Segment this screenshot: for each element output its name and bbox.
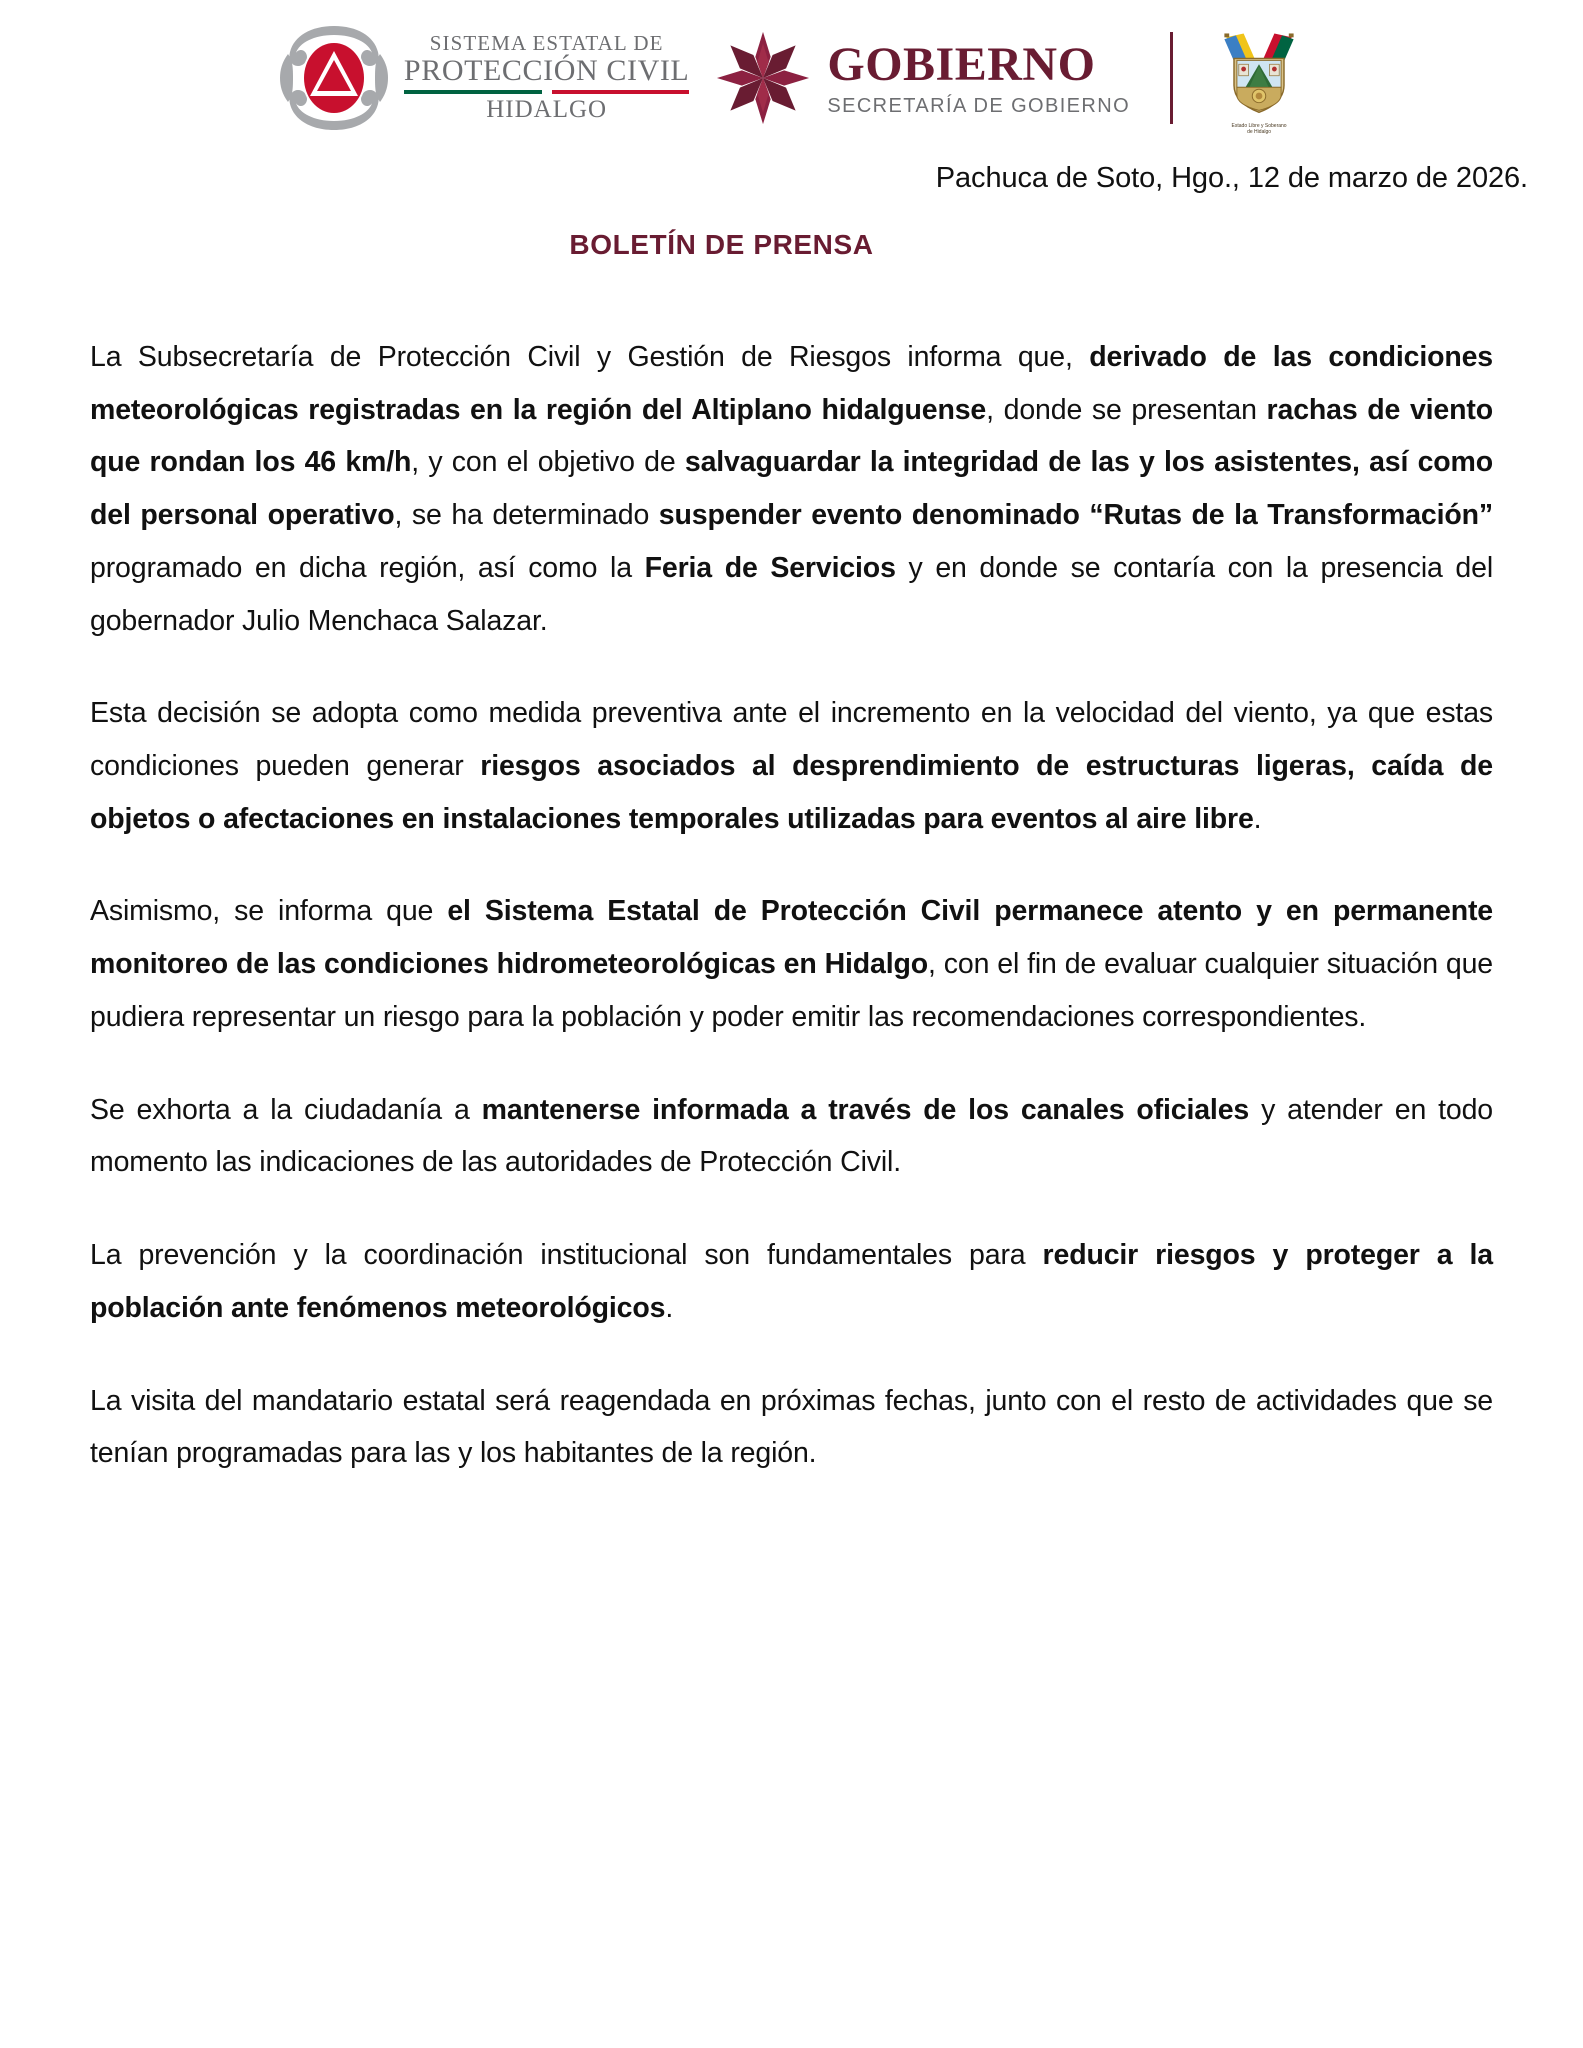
body-text: y en donde se contaría con la presencia del gobernador Julio Menchaca Salazar. bbox=[90, 551, 1493, 637]
emphasis-text: riesgos asociados al desprendimiento de estructuras ligeras, caída de objetos o afectaciones en instalaciones temporales utilizadas para eventos al aire libre bbox=[90, 750, 1493, 835]
body-text: , con el fin de evaluar cualquier situación que pudiera representar un riesgo para la población y poder emitir las recomendaciones correspondientes. bbox=[90, 948, 1493, 1033]
body-text: programado en dicha región, así como la bbox=[90, 551, 645, 584]
gobierno-wordmark bbox=[827, 37, 1131, 117]
emphasis-text: el Sistema Estatal de Protección Civil permanece atento y en permanente monitoreo de las condiciones hidrometeorológicas en Hidalgo bbox=[90, 895, 1494, 981]
proteccion-civil-logo bbox=[278, 24, 689, 132]
pc-tricolor-rule bbox=[404, 90, 689, 94]
gobierno-subtitle: SECRETARÍA DE GOBIERNO bbox=[827, 94, 1131, 117]
body-text: Esta decisión se adopta como medida preventiva ante el incremento en la velocidad del viento, ya que estas condiciones pueden generar bbox=[90, 697, 1493, 783]
body-text: Se exhorta a la ciudadanía a bbox=[90, 1093, 482, 1126]
gobierno-title: GOBIERNO bbox=[827, 37, 1096, 91]
paragraph bbox=[90, 687, 1493, 845]
gobierno-logo bbox=[715, 30, 1130, 126]
paragraph bbox=[90, 1229, 1493, 1334]
body-text: , se ha determinado bbox=[394, 499, 659, 532]
shield-caption bbox=[1232, 124, 1287, 136]
body-text: La prevención y la coordinación institucional son fundamentales para bbox=[90, 1239, 1043, 1272]
header-divider bbox=[1170, 32, 1173, 124]
emphasis-text: salvaguardar la integridad de las y los asistentes, así como del personal operativo bbox=[90, 446, 1493, 532]
paragraph bbox=[90, 885, 1493, 1043]
body-text: Asimismo, se informa que bbox=[90, 895, 448, 928]
pc-line-3: HIDALGO bbox=[486, 96, 608, 124]
emphasis-text: mantenerse informada a través de los canales oficiales bbox=[481, 1093, 1250, 1126]
hidalgo-shield-icon bbox=[1213, 20, 1305, 124]
body-text: . bbox=[1253, 802, 1262, 835]
paragraph bbox=[90, 1375, 1493, 1480]
hidalgo-coat-of-arms bbox=[1213, 20, 1305, 136]
proteccion-civil-emblem-icon bbox=[278, 24, 390, 132]
shield-caption-line-1: Estado Libre y Soberano bbox=[1231, 123, 1287, 130]
emphasis-text: rachas de viento que rondan los 46 km/h bbox=[90, 393, 1493, 479]
body-text: La Subsecretaría de Protección Civil y Gestión de Riesgos informa que, bbox=[90, 341, 1090, 373]
page-title: BOLETÍN DE PRENSA bbox=[569, 229, 874, 260]
pc-line-2: PROTECCIÓN CIVIL bbox=[403, 53, 690, 87]
gobierno-star-icon bbox=[715, 30, 811, 126]
paragraph bbox=[90, 331, 1493, 647]
body-text: La visita del mandatario estatal será reagendada en próximas fechas, junto con el resto de actividades que se tenían programadas para las y los habitantes de la región. bbox=[90, 1384, 1493, 1470]
body-text: . bbox=[665, 1291, 674, 1324]
paragraph bbox=[90, 1084, 1493, 1189]
emphasis-text: suspender evento denominado “Rutas de la Transformación” bbox=[658, 499, 1494, 532]
pc-line-1: SISTEMA ESTATAL DE bbox=[429, 31, 664, 56]
body-text: , donde se presentan bbox=[986, 393, 1267, 426]
emphasis-text: reducir riesgos y proteger a la población ante fenómenos meteorológicos bbox=[90, 1239, 1493, 1324]
body-text: y atender en todo momento las indicaciones de las autoridades de Protección Civil. bbox=[90, 1093, 1493, 1179]
shield-caption-line-2: de Hidalgo bbox=[1247, 129, 1272, 135]
dateline: Pachuca de Soto, Hgo., 12 de marzo de 2026. bbox=[935, 162, 1528, 194]
body-text: , y con el objetivo de bbox=[411, 446, 685, 479]
emphasis-text: derivado de las condiciones meteorológicas registradas en la región del Altiplano hidalguense bbox=[90, 341, 1494, 426]
document-header bbox=[0, 0, 1583, 135]
document-body bbox=[0, 331, 1583, 1480]
proteccion-civil-wordmark bbox=[404, 33, 689, 123]
emphasis-text: Feria de Servicios bbox=[644, 551, 896, 584]
